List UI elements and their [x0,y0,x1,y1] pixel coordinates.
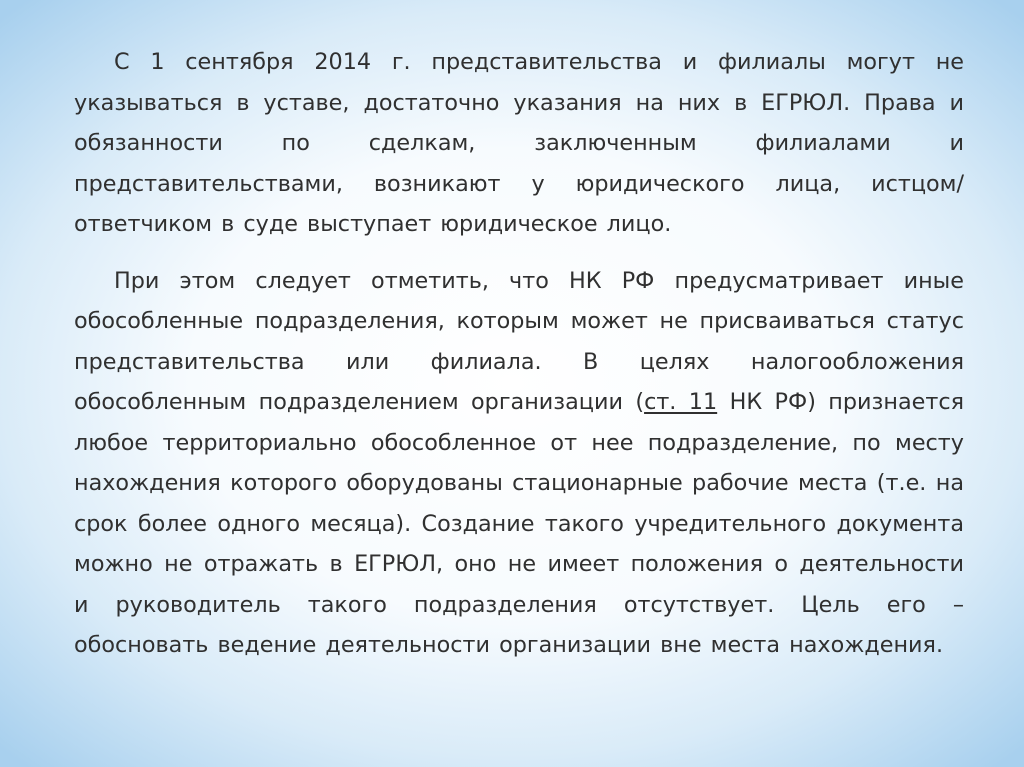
slide-body [74,42,964,666]
paragraph-1: С 1 сентября 2014 г. представительства и филиалы могут не указываться в уставе, достаточно указания на них в ЕГРЮЛ. Права и обязанности по сделкам, заключенным филиалами и представительствами, возникают у юридического лица, истцом/ответчиком в суде выступает юридическое лицо. [74,49,964,237]
paragraph-2-text-end: НК РФ) признается любое территориально обособленное от нее подразделение, по месту нахождения которого оборудованы стационарные рабочие места (т.е. на срок более одного месяца). Создание такого учредительного документа можно не отражать в ЕГРЮЛ, оно не имеет положения о деятельности и руководитель такого подразделения отсутствует. Цель его – обосновать ведение деятельности организации вне места нахождения. [74,389,964,658]
paragraph-2-text-start: При этом следует отметить, что НК РФ предусматривает иные обособленные подразделения, которым может не присваиваться статус представительства или филиала. В целях налогообложения обособленным подразделением организации ( [74,267,964,415]
tax-code-article-link[interactable]: ст. 11 [644,389,718,415]
paragraph-2 [74,261,964,666]
